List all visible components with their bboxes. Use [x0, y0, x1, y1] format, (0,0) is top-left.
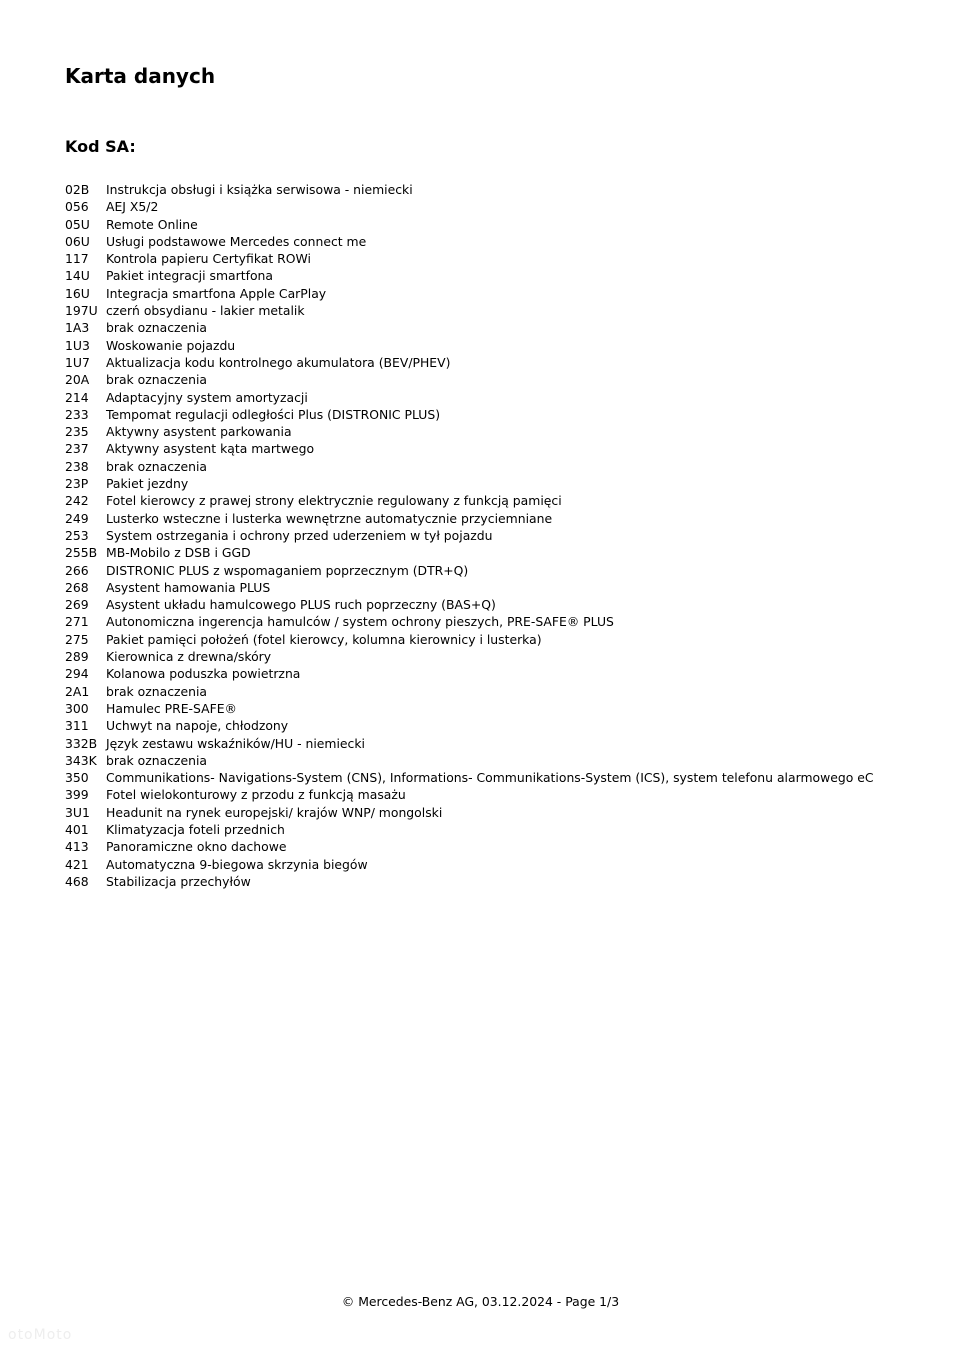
- list-item: [65, 821, 955, 838]
- sa-description: Klimatyzacja foteli przednich: [106, 821, 285, 837]
- sa-description: Aktywny asystent kąta martwego: [106, 441, 315, 457]
- sa-description: brak oznaczenia: [106, 458, 208, 474]
- sa-description: Remote Online: [106, 216, 198, 232]
- list-item: [65, 198, 955, 215]
- sa-description: Autonomiczna ingerencja hamulców / system ochrony pieszych, PRE-SAFE® PLUS: [106, 614, 614, 630]
- list-item: [65, 769, 955, 786]
- sa-code: 06U: [65, 233, 90, 249]
- list-item: [65, 752, 955, 769]
- sa-description: Pakiet integracji smartfona: [106, 268, 273, 284]
- list-item: [65, 267, 955, 284]
- sa-description: Aktywny asystent parkowania: [106, 424, 292, 440]
- page-title: Karta danych: [65, 64, 216, 88]
- sa-code: 343K: [65, 752, 97, 768]
- list-item: [65, 804, 955, 821]
- sa-description: DISTRONIC PLUS z wspomaganiem poprzecznym (DTR+Q): [106, 562, 469, 578]
- list-item: [65, 579, 955, 596]
- list-item: [65, 475, 955, 492]
- sa-code: 275: [65, 631, 89, 647]
- sa-code: 197U: [65, 303, 98, 319]
- sa-description: Woskowanie pojazdu: [106, 337, 236, 353]
- sa-code: 399: [65, 787, 89, 803]
- list-item: [65, 371, 955, 388]
- sa-description: Kierownica z drewna/skóry: [106, 649, 272, 665]
- list-item: [65, 337, 955, 354]
- sa-description: Integracja smartfona Apple CarPlay: [106, 285, 327, 301]
- sa-description: Tempomat regulacji odległości Plus (DISTRONIC PLUS): [106, 406, 441, 422]
- sa-code: 2A1: [65, 683, 90, 699]
- sa-code: 16U: [65, 285, 90, 301]
- sa-code: 249: [65, 510, 89, 526]
- list-item: [65, 423, 955, 440]
- sa-description: Adaptacyjny system amortyzacji: [106, 389, 308, 405]
- list-item: [65, 613, 955, 630]
- sa-code: 238: [65, 458, 89, 474]
- sa-code: 235: [65, 424, 89, 440]
- list-item: [65, 856, 955, 873]
- sa-description: brak oznaczenia: [106, 372, 208, 388]
- list-item: [65, 510, 955, 527]
- list-item: [65, 648, 955, 665]
- list-item: [65, 527, 955, 544]
- sa-code: 23P: [65, 476, 89, 492]
- list-item: [65, 250, 955, 267]
- list-item: [65, 544, 955, 561]
- sa-code: 268: [65, 579, 89, 595]
- sa-description: Język zestawu wskaźników/HU - niemiecki: [106, 735, 365, 751]
- sa-description: Aktualizacja kodu kontrolnego akumulatora (BEV/PHEV): [106, 354, 451, 370]
- sa-description: Asystent hamowania PLUS: [106, 579, 271, 595]
- sa-code: 289: [65, 649, 89, 665]
- sa-description: Pakiet pamięci położeń (fotel kierowcy, kolumna kierownicy i lusterka): [106, 631, 542, 647]
- list-item: [65, 683, 955, 700]
- watermark-logo: otoMoto: [8, 1327, 73, 1343]
- sa-description: Stabilizacja przechyłów: [106, 873, 251, 889]
- list-item: [65, 631, 955, 648]
- sa-description: brak oznaczenia: [106, 752, 208, 768]
- list-item: [65, 233, 955, 250]
- list-item: [65, 562, 955, 579]
- sa-code: 350: [65, 770, 89, 786]
- sa-code: 421: [65, 856, 89, 872]
- list-item: [65, 216, 955, 233]
- list-item: [65, 717, 955, 734]
- list-item: [65, 786, 955, 803]
- sa-description: MB-Mobilo z DSB i GGD: [106, 545, 251, 561]
- sa-description: brak oznaczenia: [106, 683, 208, 699]
- sa-code: 214: [65, 389, 89, 405]
- sa-description: Pakiet jezdny: [106, 476, 189, 492]
- sa-code: 266: [65, 562, 89, 578]
- sa-code-list: [65, 181, 955, 890]
- sa-description: czerń obsydianu - lakier metalik: [106, 303, 305, 319]
- sa-code: 02B: [65, 182, 90, 197]
- sa-description: Fotel kierowcy z prawej strony elektrycznie regulowany z funkcją pamięci: [106, 493, 562, 509]
- list-item: [65, 302, 955, 319]
- list-item: [65, 665, 955, 682]
- page-footer: © Mercedes-Benz AG, 03.12.2024 - Page 1/3: [341, 1294, 620, 1309]
- sa-code: 332B: [65, 735, 98, 751]
- sa-description: brak oznaczenia: [106, 320, 208, 336]
- sa-code: 3U1: [65, 804, 90, 820]
- sa-code: 20A: [65, 372, 90, 388]
- list-item: [65, 406, 955, 423]
- list-item: [65, 440, 955, 457]
- sa-code: 056: [65, 199, 89, 215]
- sa-code: 255B: [65, 545, 98, 561]
- sa-code: 294: [65, 666, 89, 682]
- sa-code: 117: [65, 251, 89, 267]
- sa-code: 1U3: [65, 337, 90, 353]
- list-item: [65, 735, 955, 752]
- sa-code: 269: [65, 597, 89, 613]
- sa-code: 237: [65, 441, 89, 457]
- sa-description: Usługi podstawowe Mercedes connect me: [106, 233, 367, 249]
- list-item: [65, 458, 955, 475]
- list-item: [65, 354, 955, 371]
- sa-code: 242: [65, 493, 89, 509]
- sa-description: Kolanowa poduszka powietrzna: [106, 666, 301, 682]
- sa-description: Lusterko wsteczne i lusterka wewnętrzne automatycznie przyciemniane: [106, 510, 553, 526]
- sa-description: Kontrola papieru Certyfikat ROWi: [106, 251, 311, 267]
- list-item: [65, 389, 955, 406]
- sa-code: 253: [65, 527, 89, 543]
- sa-code: 05U: [65, 216, 90, 232]
- list-item: [65, 492, 955, 509]
- list-item: [65, 838, 955, 855]
- sa-code: 401: [65, 821, 89, 837]
- sa-code: 233: [65, 406, 89, 422]
- sa-description: Panoramiczne okno dachowe: [106, 839, 287, 855]
- sa-description: Fotel wielokonturowy z przodu z funkcją masażu: [106, 787, 406, 803]
- list-item: [65, 319, 955, 336]
- sa-code: 271: [65, 614, 89, 630]
- list-item: [65, 596, 955, 613]
- sa-code: 413: [65, 839, 89, 855]
- sa-code: 14U: [65, 268, 90, 284]
- sa-description: Automatyczna 9-biegowa skrzynia biegów: [106, 856, 368, 872]
- list-item: [65, 285, 955, 302]
- sa-code: 468: [65, 873, 89, 889]
- sa-description: AEJ X5/2: [106, 199, 159, 215]
- sa-code: 1A3: [65, 320, 90, 336]
- sa-code: 1U7: [65, 354, 90, 370]
- sa-code: 311: [65, 718, 89, 734]
- section-title: Kod SA:: [65, 137, 136, 156]
- sa-description: Asystent układu hamulcowego PLUS ruch poprzeczny (BAS+Q): [106, 597, 496, 613]
- sa-description: Communikations- Navigations-System (CNS), Informations- Communikations-System (ICS), system telefonu alarmowego eC: [106, 770, 874, 786]
- sa-description: Headunit na rynek europejski/ krajów WNP/ mongolski: [106, 804, 443, 820]
- list-item: [65, 181, 955, 198]
- sa-description: Hamulec PRE-SAFE®: [106, 700, 237, 716]
- sa-description: System ostrzegania i ochrony przed uderzeniem w tył pojazdu: [106, 527, 493, 543]
- list-item: [65, 700, 955, 717]
- list-item: [65, 873, 955, 890]
- sa-description: Uchwyt na napoje, chłodzony: [106, 718, 289, 734]
- sa-code: 300: [65, 700, 89, 716]
- sa-description: Instrukcja obsługi i książka serwisowa - niemiecki: [106, 182, 413, 197]
